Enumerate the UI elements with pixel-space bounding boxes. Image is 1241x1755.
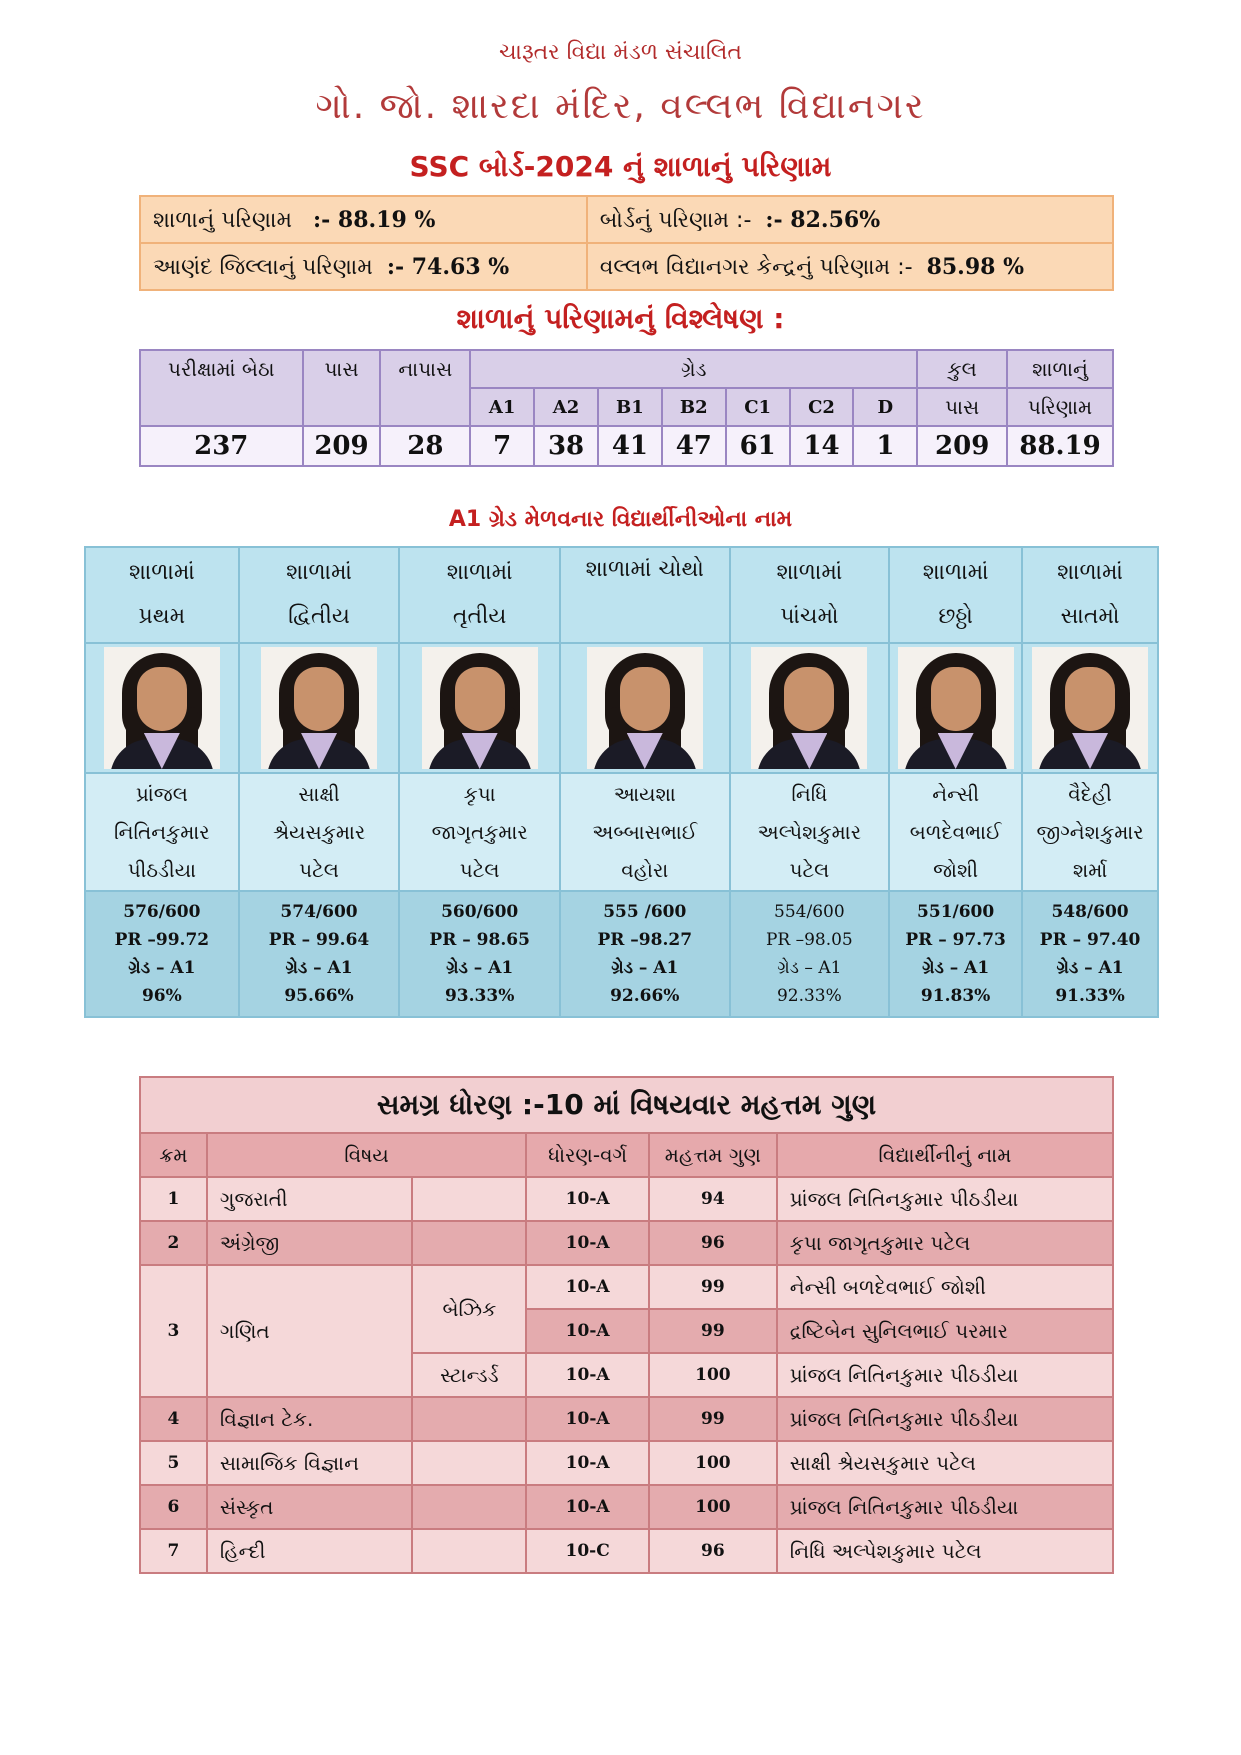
student-score: [889, 891, 1022, 1017]
student-photo: [399, 643, 560, 773]
rank-position: સાતમો: [1060, 604, 1120, 629]
grade: ગ્રેડ – A1: [128, 958, 196, 978]
a1-toppers-table: [84, 546, 1159, 1018]
student-photo: [85, 643, 239, 773]
percentage: 91.33%: [1055, 986, 1125, 1006]
surname: પટેલ: [299, 858, 339, 882]
student-photo: [239, 643, 400, 773]
serial-number: 5: [140, 1441, 207, 1485]
subject-name: વિજ્ઞાન ટેક.: [207, 1397, 413, 1441]
school-result-header-1: શાળાનું: [1007, 350, 1113, 388]
rank-cell: [399, 547, 560, 643]
appeared-header: પરીક્ષામાં બેઠા: [140, 350, 303, 426]
class-section: 10-A: [526, 1265, 649, 1309]
grade-label: B2: [662, 388, 726, 426]
rank-position: પાંચમો: [780, 604, 839, 629]
school-result-label: શાળાનું પરિણામ: [153, 207, 293, 233]
percentile-rank: PR – 97.73: [905, 930, 1006, 950]
analysis-heading: શાળાનું પરિણામનું વિશ્લેષણ :: [456, 302, 785, 335]
class-section: 10-A: [526, 1441, 649, 1485]
student-name: [560, 773, 730, 891]
student-name: [1022, 773, 1158, 891]
grade-header: ગ્રેડ: [470, 350, 917, 388]
rank-label: શાળામાં: [128, 560, 195, 585]
grade-label: A1: [470, 388, 534, 426]
student-name: [239, 773, 400, 891]
grade-label: B1: [598, 388, 662, 426]
subject-name: ગુજરાતી: [207, 1177, 413, 1221]
surname: વહોરા: [621, 858, 669, 882]
percentage: 96%: [141, 986, 182, 1006]
percentage: 95.66%: [284, 986, 354, 1006]
district-result-label: આણંદ જિલ્લાનું પરિણામ: [153, 254, 373, 280]
max-marks: 96: [649, 1529, 777, 1573]
subject-header: વિષય: [207, 1133, 526, 1177]
percentage: 91.83%: [920, 986, 991, 1006]
father-name: શ્રેયસકુમાર: [272, 820, 366, 844]
district-result-value: :- 74.63 %: [386, 253, 510, 280]
grade: ગ્રેડ – A1: [777, 958, 842, 978]
sub-type-empty: [412, 1485, 526, 1529]
student-score: [239, 891, 400, 1017]
appeared-count: 237: [140, 426, 303, 466]
rank-label: શાળામાં: [286, 560, 352, 585]
board-result-label: બોર્ડનું પરિણામ :-: [599, 207, 752, 233]
topper-name: પ્રાંજલ નિતિનકુમાર પીઠડીયા: [777, 1397, 1113, 1441]
serial-number: 6: [140, 1485, 207, 1529]
sub-type-empty: [412, 1397, 526, 1441]
school-result-header-2: પરિણામ: [1007, 388, 1113, 426]
grade-count: 61: [726, 426, 790, 466]
grade: ગ્રેડ – A1: [285, 958, 353, 978]
grade-label: D: [853, 388, 917, 426]
result-summary-table: [139, 195, 1114, 291]
center-result-label: વલ્લભ વિદ્યાનગર કેન્દ્રનું પરિણામ :-: [599, 254, 913, 280]
serial-number: 2: [140, 1221, 207, 1265]
school-title: ગો. જો. શારદા મંદિર, વલ્લભ વિદ્યાનગર: [315, 86, 926, 127]
student-photo: [1022, 643, 1158, 773]
serial-number: 1: [140, 1177, 207, 1221]
student-score: [730, 891, 890, 1017]
serial-number: 4: [140, 1397, 207, 1441]
subject-name: ગણિત: [207, 1265, 413, 1397]
marks: 548/600: [1051, 902, 1129, 922]
father-name: નિતિનકુમાર: [114, 820, 210, 844]
grade: ગ્રેડ – A1: [1056, 958, 1124, 978]
topper-name: સાક્ષી શ્રેયસકુમાર પટેલ: [777, 1441, 1113, 1485]
grade-count: 41: [598, 426, 662, 466]
topper-name: દ્રષ્ટિબેન સુનિલભાઈ પરમાર: [777, 1309, 1113, 1353]
a1-grade-heading: A1 ગ્રેડ મેળવનાર વિદ્યાર્થીનીઓના નામ: [448, 507, 793, 532]
surname: પટેલ: [459, 858, 500, 882]
max-marks: 100: [649, 1485, 777, 1529]
grade-count: 14: [790, 426, 854, 466]
rank-cell: [85, 547, 239, 643]
school-result-value: :- 88.19 %: [313, 206, 436, 233]
rank-label: શાળામાં ચોથો: [585, 557, 704, 582]
max-marks: 100: [649, 1441, 777, 1485]
rank-label: શાળામાં: [1057, 560, 1123, 585]
student-name: [730, 773, 890, 891]
sub-type-standard: સ્ટાન્ડર્ડ: [412, 1353, 526, 1397]
sub-type-empty: [412, 1221, 526, 1265]
max-marks: 99: [649, 1265, 777, 1309]
surname: જોશી: [933, 858, 979, 882]
father-name: બળદેવભાઈ: [909, 820, 1002, 844]
first-name: વૈદેહી: [1068, 782, 1112, 806]
class-section: 10-A: [526, 1221, 649, 1265]
topper-name: નિધિ અલ્પેશકુમાર પટેલ: [777, 1529, 1113, 1573]
class-section: 10-A: [526, 1309, 649, 1353]
rank-position: તૃતીય: [452, 604, 507, 629]
father-name: જીગ્નેશકુમાર: [1036, 820, 1144, 844]
max-marks: 100: [649, 1353, 777, 1397]
marks: 554/600: [774, 902, 845, 922]
grade-count: 47: [662, 426, 726, 466]
marks: 551/600: [917, 902, 995, 922]
grade: ગ્રેડ – A1: [446, 958, 514, 978]
max-marks-header: મહત્તમ ગુણ: [649, 1133, 777, 1177]
percentage: 92.66%: [610, 986, 680, 1006]
father-name: અબ્બાસભાઈ: [592, 820, 698, 844]
rank-cell: [239, 547, 400, 643]
student-photo: [560, 643, 730, 773]
rank-position: પ્રથમ: [138, 604, 186, 629]
first-name: પ્રાંજલ: [135, 782, 188, 806]
percentile-rank: PR – 98.65: [429, 930, 530, 950]
topper-name: કૃપા જાગૃતકુમાર પટેલ: [777, 1221, 1113, 1265]
topper-name: નેન્સી બળદેવભાઈ જોશી: [777, 1265, 1113, 1309]
rank-cell: [730, 547, 890, 643]
rank-cell: [560, 547, 730, 643]
grade-count: 7: [470, 426, 534, 466]
student-photo: [730, 643, 890, 773]
grade-analysis-table: [139, 349, 1114, 467]
max-marks: 99: [649, 1309, 777, 1353]
fail-header: નાપાસ: [380, 350, 470, 426]
topper-name: પ્રાંજલ નિતિનકુમાર પીઠડીયા: [777, 1177, 1113, 1221]
marks: 560/600: [441, 902, 519, 922]
student-name: [85, 773, 239, 891]
max-marks: 94: [649, 1177, 777, 1221]
student-photo: [889, 643, 1022, 773]
first-name: નિધિ: [791, 782, 828, 806]
subject-table-title: સમગ્ર ધોરણ :-10 માં વિષયવાર મહત્તમ ગુણ: [140, 1077, 1113, 1133]
rank-label: શાળામાં: [446, 560, 513, 585]
grade-label: A2: [534, 388, 598, 426]
subject-name: અંગ્રેજી: [207, 1221, 413, 1265]
grade-label: C2: [790, 388, 854, 426]
grade-count: 1: [853, 426, 917, 466]
student-name-header: વિદ્યાર્થીનીનું નામ: [777, 1133, 1113, 1177]
surname: પટેલ: [789, 858, 830, 882]
total-pass-header-1: કુલ: [917, 350, 1007, 388]
father-name: જાગૃતકુમાર: [431, 820, 528, 844]
rank-cell: [1022, 547, 1158, 643]
serial-number: 3: [140, 1265, 207, 1397]
student-name: [889, 773, 1022, 891]
sub-type-empty: [412, 1177, 526, 1221]
center-result-value: 85.98 %: [926, 253, 1025, 280]
percentile-rank: PR –98.05: [765, 930, 853, 950]
sub-type-empty: [412, 1529, 526, 1573]
first-name: સાક્ષી: [298, 782, 340, 806]
class-header: ધોરણ-વર્ગ: [526, 1133, 649, 1177]
serial-header: ક્રમ: [140, 1133, 207, 1177]
school-result-cell: [140, 196, 587, 243]
percentile-rank: PR – 97.40: [1039, 930, 1141, 950]
student-name: [399, 773, 560, 891]
max-marks: 96: [649, 1221, 777, 1265]
grade-count: 38: [534, 426, 598, 466]
first-name: કૃપા: [463, 782, 496, 806]
marks: 555 /600: [603, 902, 687, 922]
center-result-cell: [587, 243, 1113, 290]
total-pass-header-2: પાસ: [917, 388, 1007, 426]
grade: ગ્રેડ – A1: [611, 958, 679, 978]
student-score: [560, 891, 730, 1017]
max-marks: 99: [649, 1397, 777, 1441]
student-score: [1022, 891, 1158, 1017]
surname: શર્મા: [1072, 858, 1108, 882]
first-name: નેન્સી: [932, 782, 980, 806]
class-section: 10-A: [526, 1485, 649, 1529]
school-result-value: 88.19: [1007, 426, 1113, 466]
surname: પીઠડીયા: [127, 858, 197, 882]
rank-position: છઠ્ઠો: [938, 604, 973, 629]
student-score: [399, 891, 560, 1017]
percentage: 93.33%: [444, 986, 515, 1006]
serial-number: 7: [140, 1529, 207, 1573]
trust-subtitle: ચારૂતર વિદ્યા મંડળ સંચાલિત: [498, 40, 743, 65]
sub-type-empty: [412, 1441, 526, 1485]
rank-label: શાળામાં: [776, 560, 843, 585]
first-name: આયશા: [613, 782, 676, 806]
rank-cell: [889, 547, 1022, 643]
rank-label: શાળામાં: [922, 560, 989, 585]
subject-name: સંસ્કૃત: [207, 1485, 413, 1529]
class-section: 10-A: [526, 1353, 649, 1397]
rank-position: દ્વિતીય: [288, 604, 350, 629]
student-score: [85, 891, 239, 1017]
sub-type-basic: બેઝિક: [412, 1265, 526, 1353]
board-result-cell: [587, 196, 1113, 243]
class-section: 10-A: [526, 1397, 649, 1441]
subject-name: સામાજિક વિજ્ઞાન: [207, 1441, 413, 1485]
class-section: 10-A: [526, 1177, 649, 1221]
topper-name: પ્રાંજલ નિતિનકુમાર પીઠડીયા: [777, 1353, 1113, 1397]
grade: ગ્રેડ – A1: [922, 958, 990, 978]
percentile-rank: PR – 99.64: [268, 930, 370, 950]
grade-label: C1: [726, 388, 790, 426]
subject-name: હિન્દી: [207, 1529, 413, 1573]
district-result-cell: [140, 243, 587, 290]
percentile-rank: PR –99.72: [114, 930, 210, 950]
subject-toppers-table: [139, 1076, 1114, 1574]
pass-header: પાસ: [303, 350, 381, 426]
marks: 576/600: [123, 902, 201, 922]
class-section: 10-C: [526, 1529, 649, 1573]
fail-count: 28: [380, 426, 470, 466]
percentile-rank: PR –98.27: [597, 930, 693, 950]
marks: 574/600: [280, 902, 358, 922]
pass-count: 209: [303, 426, 381, 466]
percentage: 92.33%: [776, 986, 842, 1006]
topper-name: પ્રાંજલ નિતિનકુમાર પીઠડીયા: [777, 1485, 1113, 1529]
ssc-result-heading: SSC બોર્ડ-2024 નું શાળાનું પરિણામ: [409, 150, 832, 183]
total-pass-count: 209: [917, 426, 1007, 466]
father-name: અલ્પેશકુમાર: [757, 820, 862, 844]
board-result-value: :- 82.56%: [765, 206, 881, 233]
